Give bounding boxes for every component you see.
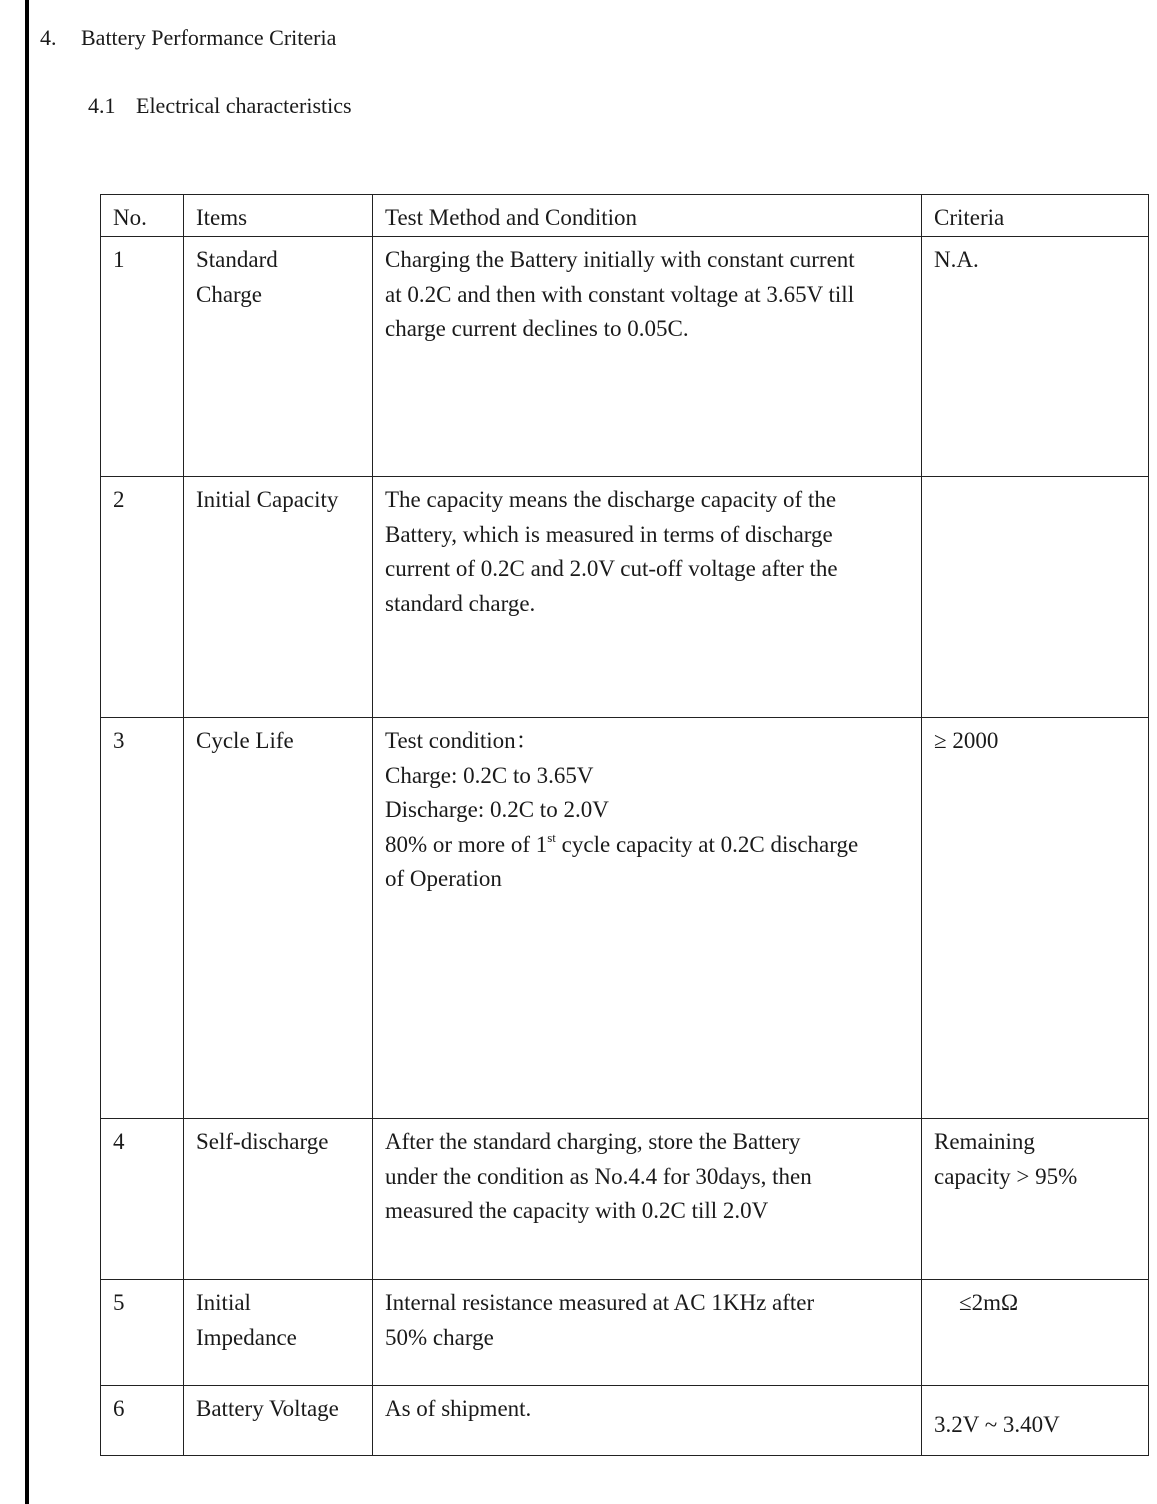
item-line: Self-discharge — [196, 1129, 329, 1154]
row-method — [373, 718, 922, 1119]
row-item — [184, 477, 373, 718]
row-criteria: 3.2V ~ 3.40V — [922, 1386, 1149, 1456]
row-item — [184, 1386, 373, 1456]
method-line: 50% charge — [385, 1324, 494, 1350]
table-row — [101, 718, 1149, 1119]
method-line: Charge: 0.2C to 3.65V — [385, 762, 594, 788]
row-criteria: ≥ 2000 — [922, 718, 1149, 1119]
method-line: measured the capacity with 0.2C till 2.0V — [385, 1198, 769, 1223]
item-line: Battery Voltage — [196, 1396, 339, 1421]
subsection-title: Electrical characteristics — [136, 93, 352, 118]
item-line: Standard — [196, 247, 278, 272]
row-criteria — [922, 477, 1149, 718]
method-line: Test condition： — [385, 728, 539, 753]
row-method — [373, 237, 922, 477]
table-row — [101, 1280, 1149, 1386]
table-row — [101, 477, 1149, 718]
row-number: 5 — [101, 1280, 184, 1386]
row-method — [373, 477, 922, 718]
method-line: The capacity means the discharge capacity of the — [385, 487, 837, 512]
method-line: Charging the Battery initially with constant current — [385, 247, 855, 272]
row-number: 4 — [101, 1119, 184, 1280]
method-line: Discharge: 0.2C to 2.0V — [385, 797, 609, 822]
row-criteria — [922, 1280, 1149, 1386]
electrical-characteristics-table — [100, 194, 1149, 1456]
header-no: No. — [101, 195, 184, 237]
row-criteria — [922, 1119, 1149, 1280]
method-line: standard charge. — [385, 590, 536, 616]
section-heading — [40, 23, 336, 53]
method-line: Internal resistance measured at AC 1KHz after — [385, 1290, 815, 1315]
table-row — [101, 1119, 1149, 1280]
section-number: 4. — [40, 25, 57, 50]
method-line: As of shipment. — [385, 1396, 532, 1421]
method-line-ordinal — [385, 828, 909, 863]
subsection-heading — [88, 91, 352, 121]
row-number: 3 — [101, 718, 184, 1119]
method-line: After the standard charging, store the Battery — [385, 1129, 801, 1154]
item-line: Impedance — [196, 1324, 297, 1350]
criteria-line: Remaining — [934, 1129, 1035, 1154]
header-criteria: Criteria — [922, 195, 1149, 237]
table-row — [101, 1386, 1149, 1456]
method-line: of Operation — [385, 866, 502, 891]
row-method — [373, 1119, 922, 1280]
header-method: Test Method and Condition — [373, 195, 922, 237]
method-line: charge current declines to 0.05C. — [385, 316, 689, 341]
criteria-line: capacity > 95% — [934, 1163, 1078, 1189]
ordinal-before: 80% or more of 1 — [385, 831, 548, 857]
row-criteria: N.A. — [922, 237, 1149, 477]
subsection-number: 4.1 — [88, 93, 116, 118]
row-number: 1 — [101, 237, 184, 477]
method-line: at 0.2C and then with constant voltage at 3.65V till — [385, 281, 855, 307]
ordinal-after: cycle capacity at 0.2C discharge — [555, 831, 859, 857]
method-line: Battery, which is measured in terms of discharge — [385, 521, 833, 547]
row-item — [184, 718, 373, 1119]
header-items: Items — [184, 195, 373, 237]
ordinal-suffix: st — [547, 829, 556, 845]
row-item — [184, 1119, 373, 1280]
item-line: Charge — [196, 281, 263, 307]
method-line: current of 0.2C and 2.0V cut-off voltage after the — [385, 556, 838, 581]
row-item — [184, 1280, 373, 1386]
row-method — [373, 1280, 922, 1386]
table-row — [101, 237, 1149, 477]
left-margin-rule — [25, 0, 29, 1504]
item-line: Initial — [196, 1290, 251, 1315]
table-header-row — [101, 195, 1149, 237]
impedance-criteria: ≤2mΩ — [959, 1290, 1019, 1315]
section-title: Battery Performance Criteria — [81, 25, 337, 50]
row-method — [373, 1386, 922, 1456]
row-item — [184, 237, 373, 477]
method-line: under the condition as No.4.4 for 30days, then — [385, 1163, 812, 1189]
item-line: Cycle Life — [196, 728, 294, 753]
item-line: Initial Capacity — [196, 487, 339, 512]
row-number: 6 — [101, 1386, 184, 1456]
row-number: 2 — [101, 477, 184, 718]
